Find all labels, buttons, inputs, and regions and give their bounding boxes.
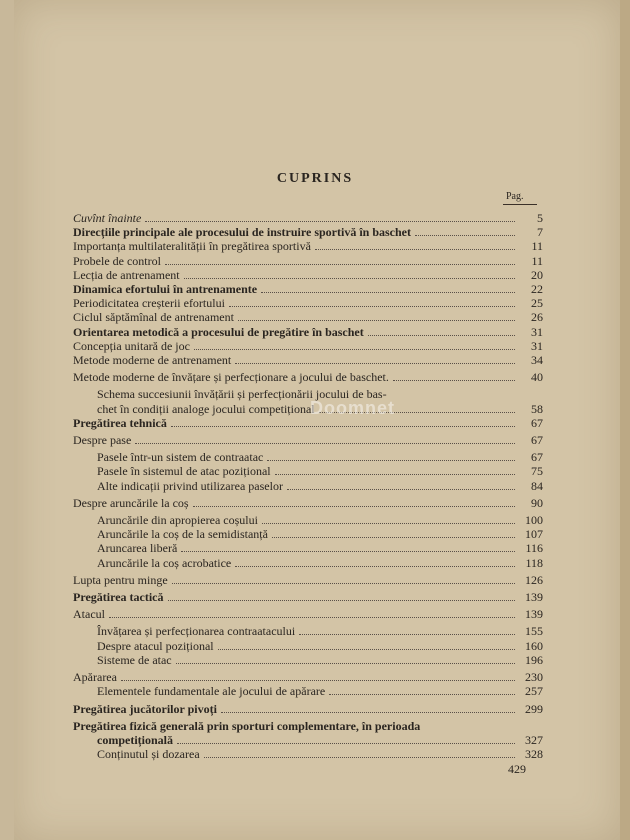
toc-entry: Atacul 139 — [73, 607, 543, 622]
toc-entry: Metode moderne de învățare și perfecționare a jocului de baschet. 40 — [73, 370, 543, 385]
toc-entry: Aruncările la coș acrobatice 118 — [97, 555, 543, 570]
page-column-label: Pag. — [506, 191, 524, 202]
toc-entry: Pasele în sistemul de atac pozițional 75 — [97, 464, 543, 479]
page-number: 429 — [508, 762, 526, 776]
toc-entry: Despre pase 67 — [73, 433, 543, 448]
toc-entry: Importanța multilateralității în pregătirea sportivă 11 — [73, 239, 543, 254]
toc-entry: Elementele fundamentale ale jocului de apărare 257 — [97, 684, 543, 699]
toc-entry: Aruncările din apropierea coșului 100 — [97, 513, 543, 528]
toc-entry: Pregătirea tehnică 67 — [73, 415, 543, 430]
toc-entry: Orientarea metodică a procesului de pregătire în baschet 31 — [73, 324, 543, 339]
toc-entry: Schema succesiunii învățării și perfecționării jocului de bas- chet în condiții analoge jocului competițional 58 — [97, 387, 543, 416]
toc-entry: Cuvînt înainte 5 — [73, 211, 543, 225]
toc-entry: Lecția de antrenament 20 — [73, 267, 543, 282]
toc-entry: Ciclul săptămînal de antrenament 26 — [73, 310, 543, 325]
table-of-contents — [73, 211, 543, 761]
toc-entry: Despre aruncările la coș 90 — [73, 495, 543, 510]
toc-entry: Aruncarea liberă 116 — [97, 541, 543, 556]
toc-entry: Apărarea 230 — [73, 670, 543, 685]
toc-entry: Sisteme de atac 196 — [97, 652, 543, 667]
toc-entry: Direcțiile principale ale procesului de instruire sportivă în baschet 7 — [73, 225, 543, 240]
toc-entry: Dinamica efortului în antrenamente 22 — [73, 282, 543, 297]
toc-entry: Alte indicații privind utilizarea paselor 84 — [97, 478, 543, 493]
toc-entry: Pregătirea tactică 139 — [73, 590, 543, 605]
toc-entry: Concepția unitară de joc 31 — [73, 338, 543, 353]
toc-entry: Aruncările la coș de la semidistanță 107 — [97, 527, 543, 542]
toc-entry: Învățarea și perfecționarea contraatacului 155 — [97, 624, 543, 639]
watermark: Doomnet — [310, 398, 395, 418]
page-column-rule — [503, 204, 537, 205]
toc-entry: Pregătirea fizică generală prin sporturi complementare, în perioada competițională 327 — [73, 718, 543, 747]
toc-entry: Lupta pentru minge 126 — [73, 572, 543, 587]
toc-entry: Pregătirea jucătorilor pivoți 299 — [73, 701, 543, 716]
toc-entry: Pasele într-un sistem de contraatac 67 — [97, 450, 543, 465]
page-title: CUPRINS — [276, 171, 354, 186]
toc-entry: Despre atacul pozițional 160 — [97, 638, 543, 653]
toc-entry: Periodicitatea creșterii efortului 25 — [73, 296, 543, 311]
toc-entry: Probele de control 11 — [73, 253, 543, 268]
page-edge — [620, 0, 630, 840]
toc-entry: Metode moderne de antrenament 34 — [73, 353, 543, 368]
toc-entry: Conținutul și dozarea 328 — [97, 747, 543, 762]
